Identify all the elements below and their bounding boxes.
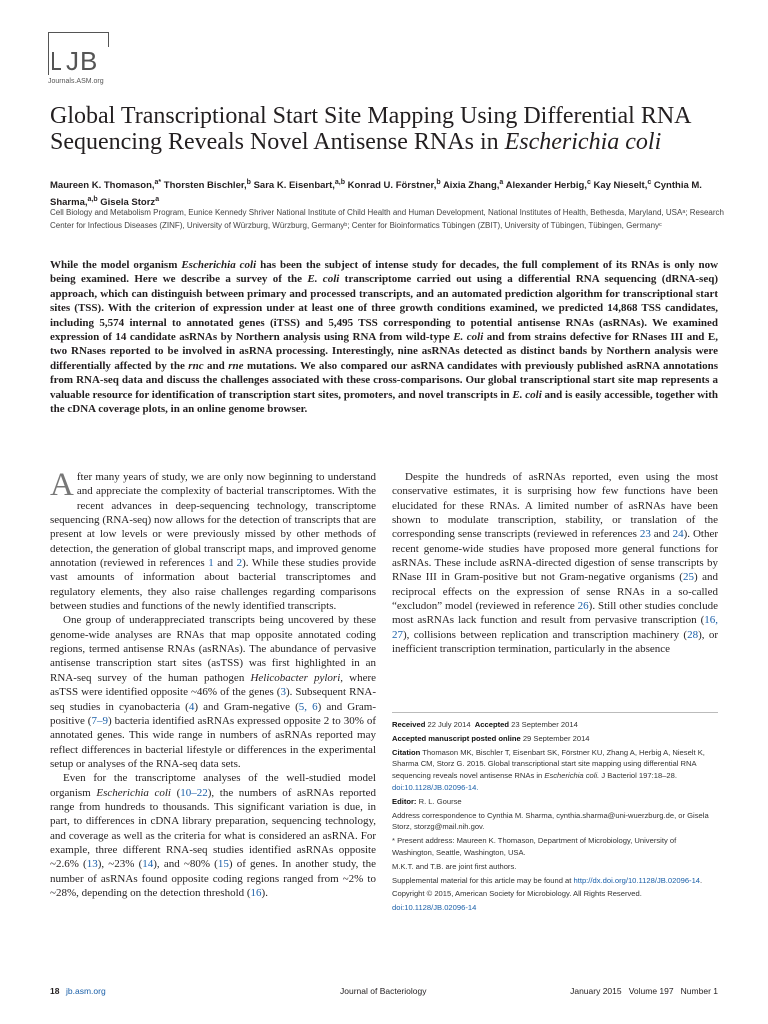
logo-text: JB xyxy=(66,46,99,76)
citation-doi-link[interactable]: doi:10.1128/JB.02096-14. xyxy=(392,782,479,792)
reference-link[interactable]: 24 xyxy=(672,528,684,541)
title-organism: Escherichia coli xyxy=(504,129,662,155)
author-affiliation-mark: a,b xyxy=(87,196,98,204)
reference-link[interactable]: 23 xyxy=(639,528,651,541)
issue-info: January 2015 Volume 197 Number 1 xyxy=(570,986,718,996)
title-text: Global Transcriptional Start Site Mapping Using Differential RNA Sequencing Reveals Novel Antisense RNAs in xyxy=(50,103,691,155)
reference-link[interactable]: 14 xyxy=(142,858,154,871)
reference-link[interactable]: 16 xyxy=(250,886,262,899)
doi-link[interactable]: doi:10.1128/JB.02096-14 xyxy=(392,903,477,913)
joint-authors: M.K.T. and T.B. are joint first authors. xyxy=(392,861,517,871)
logo-mark-icon xyxy=(52,52,61,70)
article-info-box xyxy=(392,712,718,916)
reference-link[interactable]: 2 xyxy=(236,557,243,570)
author-affiliation-mark: a xyxy=(499,179,504,186)
body-paragraph: Despite the hundreds of asRNAs reported, even using the most conservative estimates, it is surprising how few functions have been elucidated for these RNAs. A limited number of asRNAs have been shown to modulate transcription, stability, or translation of the corresponding sense transcripts (reviewed in references 23 and 24). Other recent genome-wide studies have proposed more general functions for asRNAs. These include asRNA-directed digestion of sense transcripts by RNase III in Gram-positive but not Gram-negative organisms (25) and reciprocal effects on the expression of sense RNAs in a so-called “excludon” model (reviewed in reference 26). Still other studies conclude most asRNAs lack function and result from pervasive transcription (16, 27), collisions between replication and transcription machinery (28), or inefficient transcription termination, particularly in the absence xyxy=(392,471,719,656)
reference-link[interactable]: 16, 27 xyxy=(392,614,718,641)
author-affiliation-mark: a xyxy=(155,196,160,204)
citation: Citation Thomason MK, Bischler T, Eisenbart SK, Förstner KU, Zhang A, Herbig A, Nieselt K, Sharma CM, Storz G. 2015. Global transcriptional start site mapping using differential RNA sequencing reveals novel antisense RNAs in Escherichia coli. J Bacteriol 197:18–28. doi:10.1128/JB.02096-14. xyxy=(392,747,705,792)
reference-link[interactable]: 7–9 xyxy=(91,714,108,727)
author-name: Gisela Storz xyxy=(100,197,156,209)
journal-name: Journal of Bacteriology xyxy=(340,986,427,996)
editor: Editor: R. L. Gourse xyxy=(392,796,462,806)
logo-corner xyxy=(94,32,109,47)
author-list xyxy=(50,176,730,210)
reference-link[interactable]: 25 xyxy=(682,571,694,584)
journal-logo xyxy=(48,28,116,88)
author-affiliation-mark: c xyxy=(647,179,652,186)
affiliations: Cell Biology and Metabolism Program, Eunice Kennedy Shriver National Institute of Child Health and Human Development, National Institutes of Health, Bethesda, Maryland, USAᵃ; Research Center for Infectious Diseases (ZINF), University of Würzburg, Würzburg, Germanyᵇ; Center for Bioinformatics Tübingen (ZBIT), University of Tübingen, Tübingen, Germanyᶜ xyxy=(50,208,724,230)
author-affiliation-mark: a,b xyxy=(334,179,346,186)
author-name: Kay Nieselt, xyxy=(593,180,648,192)
present-address: * Present address: Maureen K. Thomason, Department of Microbiology, University of Washington, Seattle, Washington, USA. xyxy=(392,836,677,857)
site-link[interactable]: jb.asm.org xyxy=(66,986,106,996)
body-paragraph: One group of underappreciated transcripts being uncovered by these genome-wide analyses are RNAs that map opposite annotated coding regions, termed antisense RNAs (asRNAs). The abundance of pervasive antisense transcription start sites (asTSS) was first highlighted in an RNA-seq survey of the human pathogen Helicobacter pylori, where asTSS were identified opposite ~46% of the genes (3). Subsequent RNA-seq studies in cyanobacteria (4) and Gram-negative (5, 6) and Gram-positive (7–9) bacteria identified asRNAs expressed opposite 2 to 30% of annotated genes. This wide range in numbers of asRNAs reported may reflect differences in bacterial lifestyle or differences in the experimental setup or analyses of the RNA-seq data sets. xyxy=(50,614,377,770)
body-column-left xyxy=(50,467,377,900)
page-number: 18 xyxy=(50,986,60,996)
supplemental: Supplemental material for this article may be found at http://dx.doi.org/10.1128/JB.02096-14. xyxy=(392,875,703,885)
reference-link[interactable]: 1 xyxy=(208,557,214,570)
author-affiliation-mark: b xyxy=(246,179,251,186)
author-name: Thorsten Bischler, xyxy=(163,180,247,192)
author-affiliation-mark: b xyxy=(436,179,441,186)
author-name: Cynthia M. Sharma, xyxy=(50,180,702,209)
correspondence: Address correspondence to Cynthia M. Sharma, cynthia.sharma@uni-wuerzburg.de, or Gisela Storz, storzg@mail.nih.gov. xyxy=(392,810,709,832)
copyright: Copyright © 2015, American Society for Microbiology. All Rights Reserved. xyxy=(392,889,642,899)
author-name: Konrad U. Förstner, xyxy=(347,180,437,192)
article-title xyxy=(50,103,730,155)
reference-link[interactable]: 4 xyxy=(188,700,195,713)
reference-link[interactable]: 10–22 xyxy=(180,786,208,799)
doi xyxy=(392,902,718,914)
body-paragraph: After many years of study, we are only now beginning to understand and appreciate the complexity of bacterial transcriptomes. With the recent advances in deep-sequencing technology, transcriptome sequencing (RNA-seq) now allows for the detection of transcripts that are present at low levels or were previously missed by other methods of detection, the generation of global transcript maps, and improved genome annotation (reviewed in references 1 and 2). While these studies provide vast amounts of information about bacterial transcriptomes and regulatory elements, they also raise challenges regarding comparisons between studies and functions of the newly identified transcripts. xyxy=(50,467,376,613)
author-name: Sara K. Eisenbart, xyxy=(253,180,335,192)
body-column-right xyxy=(392,470,718,656)
author-name: Alexander Herbig, xyxy=(505,180,587,192)
drop-cap: A xyxy=(50,467,74,503)
author-affiliation-mark: a* xyxy=(154,179,162,186)
author-name: Maureen K. Thomason, xyxy=(50,180,155,192)
supplemental-link[interactable]: http://dx.doi.org/10.1128/JB.02096-14 xyxy=(573,875,701,885)
body-paragraph: Even for the transcriptome analyses of the well-studied model organism Escherichia coli (10–22), the numbers of asRNAs reported range from hundreds to thousands. This significant variation is due, in part, to differences in cDNA library preparation, sequencing technology, and coverage as well as the criteria for what is considered an asRNA. For example, three different RNA-seq studies identified asRNAs opposite ~2.6% (13), ~23% (14), and ~80% (15) of genes. In another study, the number of asRNAs found opposite coding regions ranged from ~2% to ~28%, depending on the detection threshold (16). xyxy=(50,772,376,899)
reference-link[interactable]: 3 xyxy=(280,686,286,699)
reference-link[interactable]: 13 xyxy=(86,858,98,871)
online-date: Accepted manuscript posted online 29 September 2014 xyxy=(392,733,590,743)
reference-link[interactable]: 28 xyxy=(687,628,699,641)
author-affiliation-mark: c xyxy=(586,179,591,186)
logo-url: Journals.ASM.org xyxy=(48,78,104,85)
reference-link[interactable]: 15 xyxy=(217,858,229,871)
dates: Received 22 July 2014 Accepted 23 September 2014 xyxy=(392,720,578,729)
author-name: Aixia Zhang, xyxy=(442,180,500,192)
abstract: While the model organism Escherichia coli has been the subject of intense study for decades, the full complement of its RNAs is only now being examined. Here we describe a survey of the E. coli transcriptome carried out using a differential RNA sequencing (dRNA-seq) approach, which can distinguish between primary and processed transcripts, and an automated prediction algorithm for transcriptional start sites (TSS). With the criterion of expression under at least one of three growth conditions examined, we predicted 14,868 TSS candidates, including 5,574 internal to annotated genes (iTSS) and 5,495 TSS corresponding to potential antisense RNAs (asRNAs). We examined expression of 14 candidate asRNAs by Northern analysis using RNA from wild-type E. coli and from strains defective for RNases III and E, two RNases reported to be involved in asRNA processing. Interestingly, nine asRNAs detected as distinct bands by Northern analysis were differentially affected by the rnc and rne mutations. We also compared our asRNA candidates with previously published asRNA annotations from RNA-seq data and discuss the challenges associated with these cross-comparisons. Our global transcriptional start site map represents a valuable resource for identification of transcription start sites, promoters, and novel transcripts in E. coli and is easily accessible, together with the cDNA coverage plots, in an online genome browser. xyxy=(50,259,719,416)
reference-link[interactable]: 5, 6 xyxy=(298,700,318,713)
reference-link[interactable]: 26 xyxy=(577,600,589,613)
